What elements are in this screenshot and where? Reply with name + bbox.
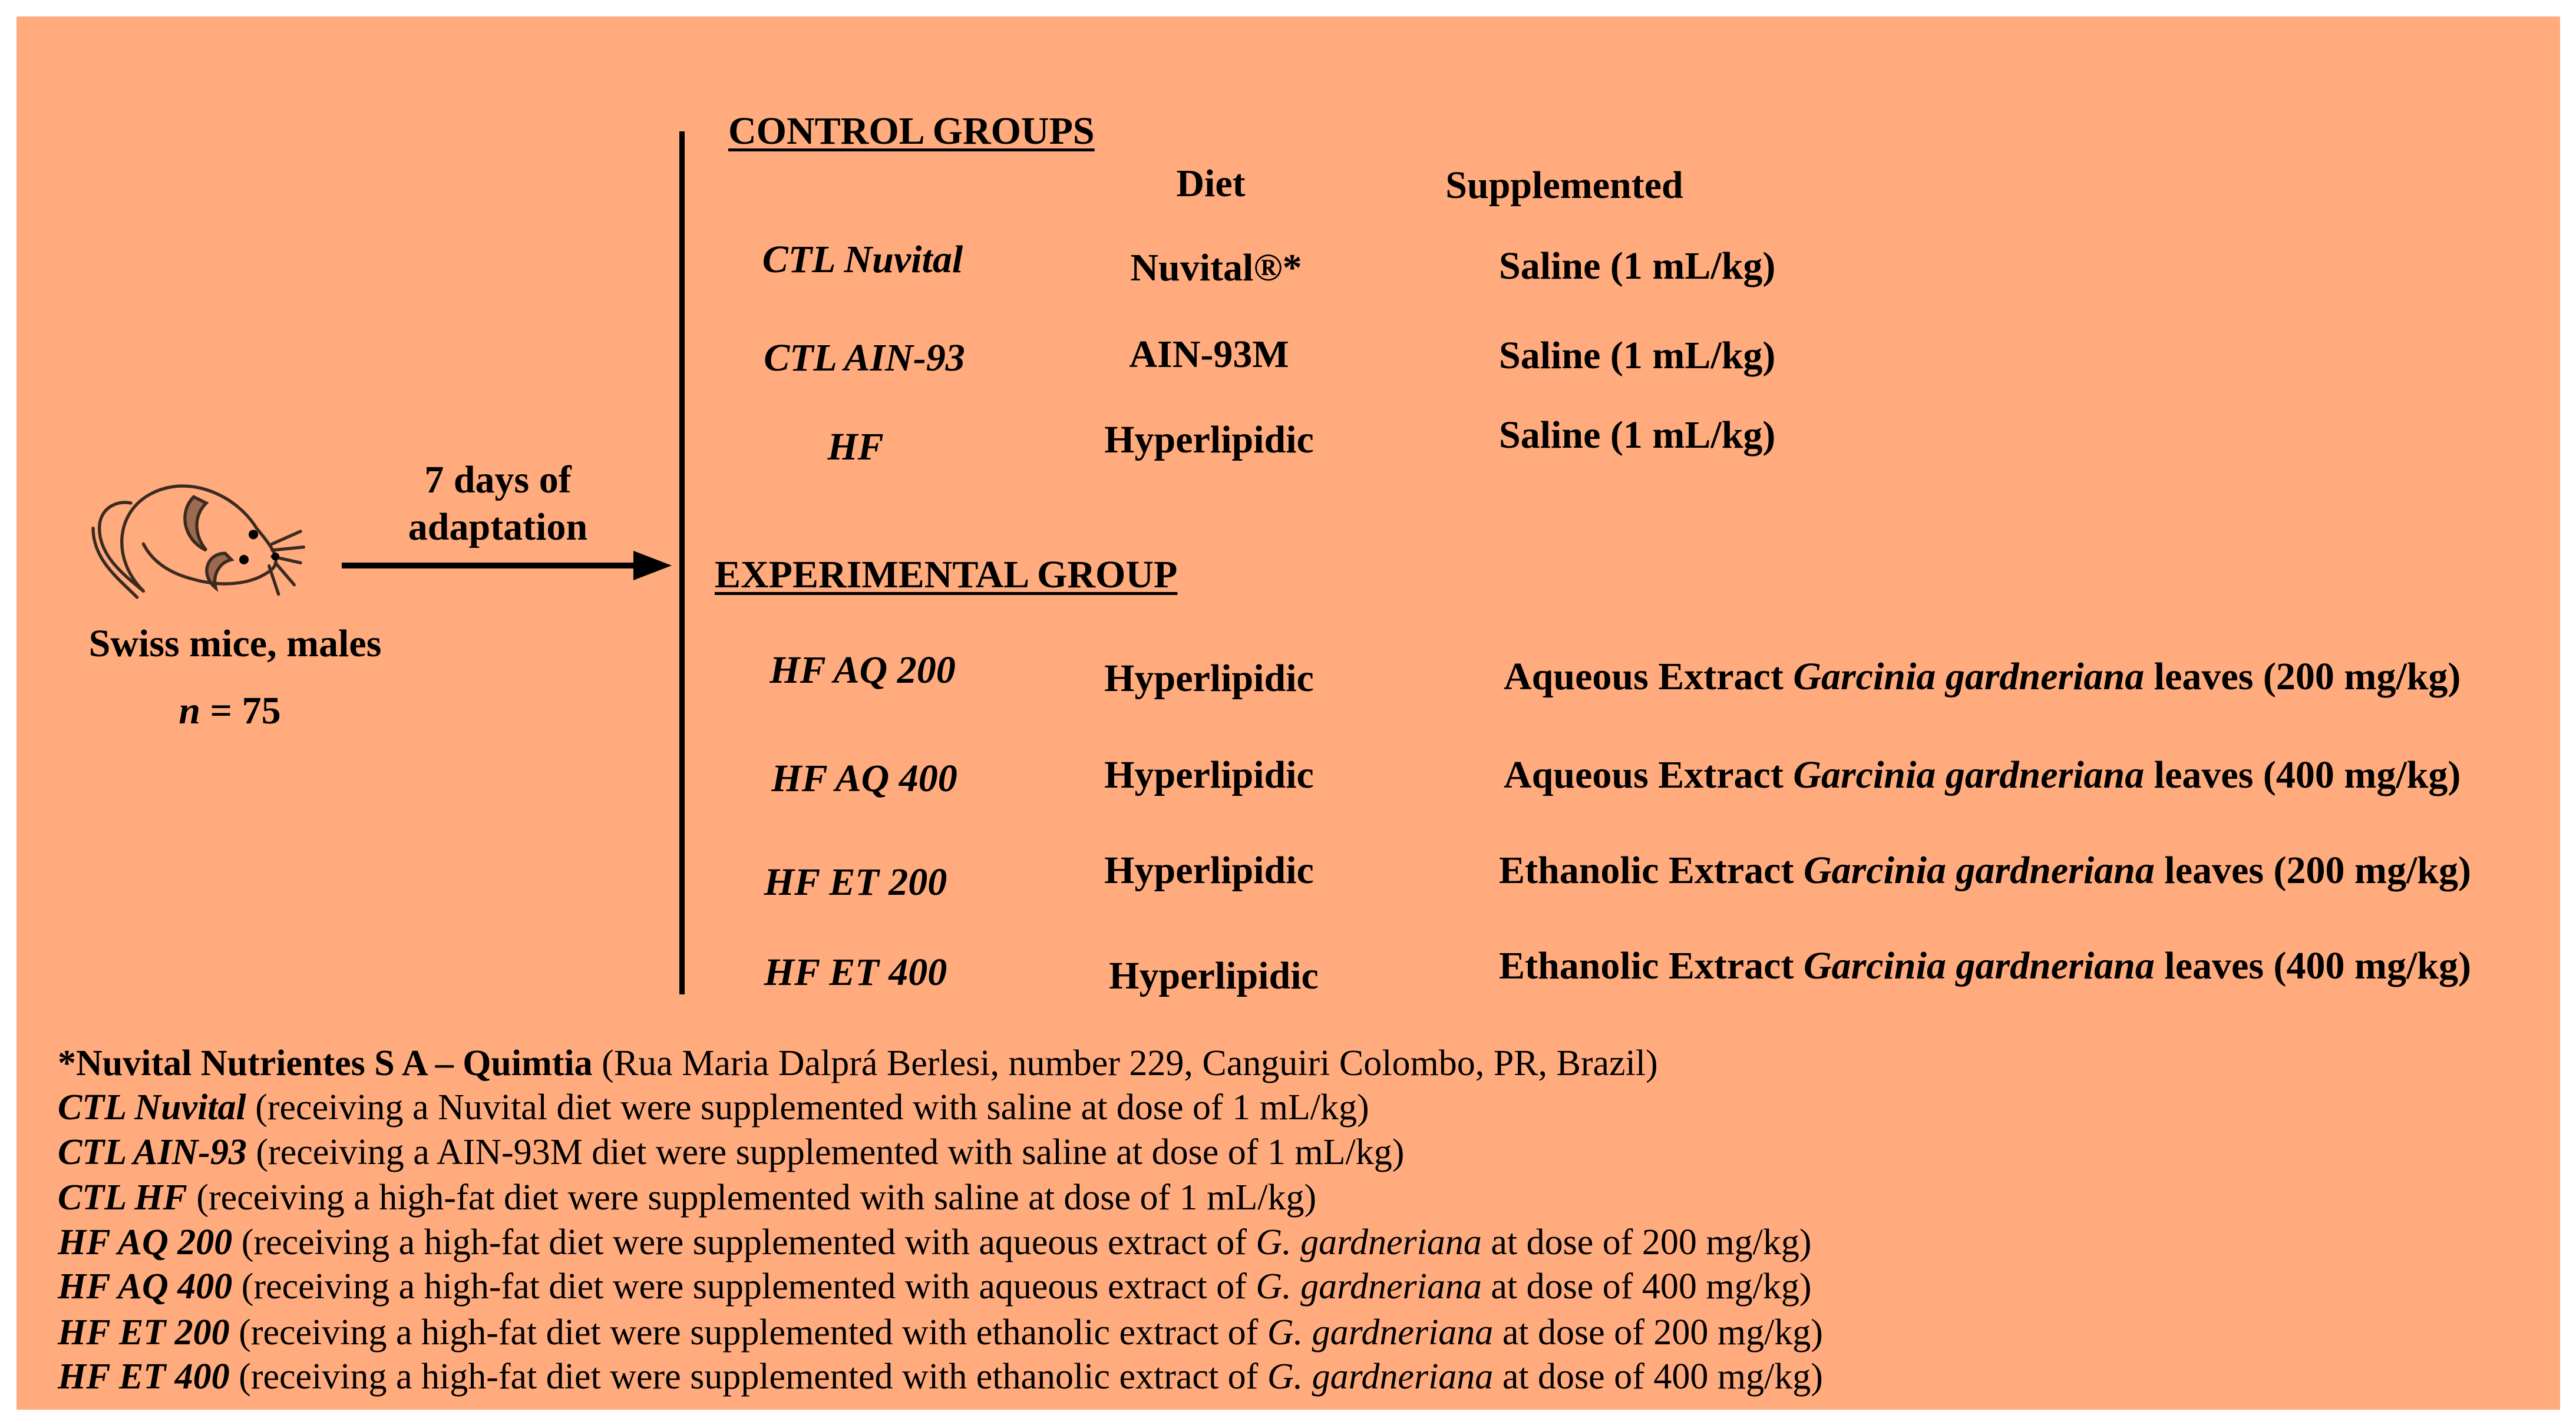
group-name: HF AQ 400: [771, 757, 957, 800]
footnote-text: (receiving a Nuvital diet were supplemented with saline at dose of 1 mL/kg): [246, 1087, 1369, 1128]
footnote-species: G. gardneriana: [1267, 1312, 1494, 1353]
species-name: Garcinia gardneriana: [1803, 849, 2155, 892]
footnote-dose: at dose of 400 mg/kg): [1481, 1267, 1812, 1307]
footnote-group: HF ET 400: [58, 1357, 230, 1397]
footnote-supplier: [58, 1045, 1658, 1082]
footnote-text: (receiving a high-fat diet were supplemented with ethanolic extract of: [229, 1357, 1267, 1397]
group-name: CTL Nuvital: [762, 238, 963, 281]
bracket-line: [679, 131, 685, 994]
footnote-group: HF AQ 200: [58, 1222, 233, 1262]
diet-value: Hyperlipidic: [1104, 849, 1314, 892]
diet-value: Hyperlipidic: [1104, 753, 1314, 796]
diet-column-header: Diet: [1176, 162, 1246, 205]
footnote-group: CTL HF: [58, 1178, 187, 1218]
group-name: HF ET 200: [764, 861, 947, 904]
group-name: HF ET 400: [764, 951, 947, 994]
diet-value: Hyperlipidic: [1104, 418, 1314, 461]
footnote-species: G. gardneriana: [1256, 1267, 1482, 1307]
species-name: Garcinia gardneriana: [1793, 753, 2145, 796]
footnote-text: (receiving a high-fat diet were supplemented with saline at dose of 1 mL/kg): [187, 1178, 1317, 1218]
footnote-dose: at dose of 200 mg/kg): [1493, 1312, 1823, 1353]
footnote-item: [58, 1179, 1316, 1216]
supp-text: Ethanolic Extract: [1499, 849, 1804, 892]
supplement-value: [1499, 851, 2471, 890]
supplement-value: Saline (1 mL/kg): [1499, 334, 1776, 377]
footnote-item: [58, 1224, 1811, 1261]
supp-dose: leaves (400 mg/kg): [2154, 944, 2471, 987]
diet-value: Hyperlipidic: [1109, 954, 1319, 997]
footnote-group: HF AQ 400: [58, 1267, 233, 1307]
group-name: HF: [827, 425, 884, 468]
group-name: HF AQ 200: [770, 649, 956, 692]
footnote-text: (receiving a high-fat diet were supplemented with ethanolic extract of: [229, 1312, 1267, 1353]
footnote-species: G. gardneriana: [1256, 1222, 1482, 1262]
group-name: CTL AIN-93: [764, 336, 965, 379]
mouse-icon: [77, 465, 336, 607]
footnote-species: G. gardneriana: [1267, 1357, 1494, 1397]
footnote-group: CTL Nuvital: [58, 1087, 246, 1128]
supp-text: Aqueous Extract: [1504, 753, 1794, 796]
supplement-value: Saline (1 mL/kg): [1499, 414, 1776, 457]
diet-value: Nuvital®*: [1130, 246, 1302, 289]
control-groups-heading: CONTROL GROUPS: [728, 110, 1095, 153]
supplement-value: [1499, 944, 2471, 987]
footnote-item: [58, 1358, 1823, 1395]
footnote-group: HF ET 200: [58, 1312, 230, 1353]
supplemented-column-header: Supplemented: [1445, 164, 1683, 207]
arrow-right-icon: [342, 548, 672, 583]
footnote-group: CTL AIN-93: [58, 1132, 247, 1172]
supp-dose: leaves (200 mg/kg): [2154, 849, 2471, 892]
arrow-label-line1: 7 days of: [424, 458, 572, 501]
supp-dose: leaves (400 mg/kg): [2144, 753, 2461, 796]
footnote-dose: at dose of 400 mg/kg): [1493, 1357, 1823, 1397]
species-name: Garcinia gardneriana: [1793, 655, 2145, 698]
diet-value: AIN-93M: [1129, 333, 1289, 376]
experimental-group-heading: EXPERIMENTAL GROUP: [715, 553, 1178, 596]
supplement-value: [1504, 657, 2461, 696]
arrow-label-line2: adaptation: [408, 505, 588, 548]
diet-value: Hyperlipidic: [1104, 657, 1314, 700]
footnote-text: (receiving a high-fat diet were supplemented with aqueous extract of: [232, 1222, 1256, 1262]
supplier-name: *Nuvital Nutrientes S A – Quimtia: [58, 1043, 593, 1083]
species-name: Garcinia gardneriana: [1803, 944, 2155, 987]
footnote-dose: at dose of 200 mg/kg): [1481, 1222, 1812, 1262]
n-symbol: n: [179, 689, 201, 732]
footnote-item: [58, 1268, 1811, 1305]
supplement-value: Saline (1 mL/kg): [1499, 244, 1776, 287]
sample-size: [179, 689, 281, 732]
footnote-item: [58, 1314, 1823, 1351]
supp-text: Aqueous Extract: [1504, 655, 1794, 698]
supp-dose: leaves (200 mg/kg): [2144, 655, 2461, 698]
supp-text: Ethanolic Extract: [1499, 944, 1804, 987]
footnote-text: (receiving a high-fat diet were supplemented with aqueous extract of: [232, 1267, 1256, 1307]
subject-label: Swiss mice, males: [88, 622, 382, 665]
footnote-item: [58, 1089, 1369, 1126]
footnote-text: (receiving a AIN-93M diet were supplemented with saline at dose of 1 mL/kg): [246, 1132, 1405, 1172]
n-value: = 75: [210, 689, 281, 732]
supplier-address: (Rua Maria Dalprá Berlesi, number 229, Canguiri Colombo, PR, Brazil): [592, 1043, 1658, 1083]
supplement-value: [1504, 753, 2461, 796]
footnote-item: [58, 1134, 1404, 1171]
